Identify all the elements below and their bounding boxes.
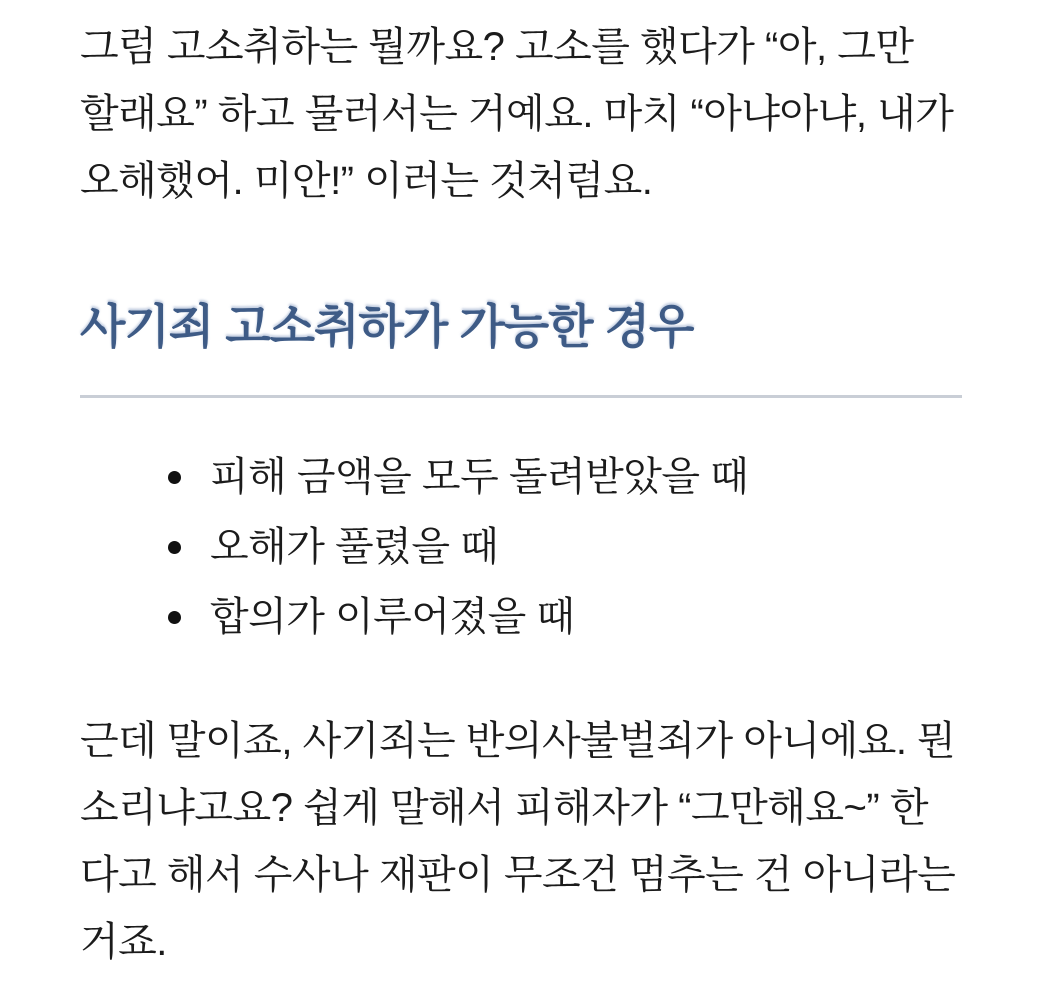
list-item: 합의가 이루어졌을 때: [210, 582, 962, 652]
list-item: 피해 금액을 모두 돌려받았을 때: [210, 442, 962, 512]
intro-paragraph: 그럼 고소취하는 뭘까요? 고소를 했다가 “아, 그만 할래요” 하고 물러서는 거예요. 마치 “아냐아냐, 내가 오해했어. 미안!” 이러는 것처럼요.: [80, 25, 954, 203]
closing-paragraph: 근데 말이죠, 사기죄는 반의사불벌죄가 아니에요. 뭔 소리냐고요? 쉽게 말해서 피해자가 “그만해요~” 한다고 해서 수사나 재판이 무조건 멈추는 건 아니라는 거죠.: [80, 719, 956, 964]
bullet-list: [80, 442, 962, 652]
list-item: 오해가 풀렸을 때: [210, 512, 962, 582]
section-divider: [80, 395, 962, 398]
section-heading: 사기죄 고소취하가 가능한 경우: [80, 300, 694, 353]
